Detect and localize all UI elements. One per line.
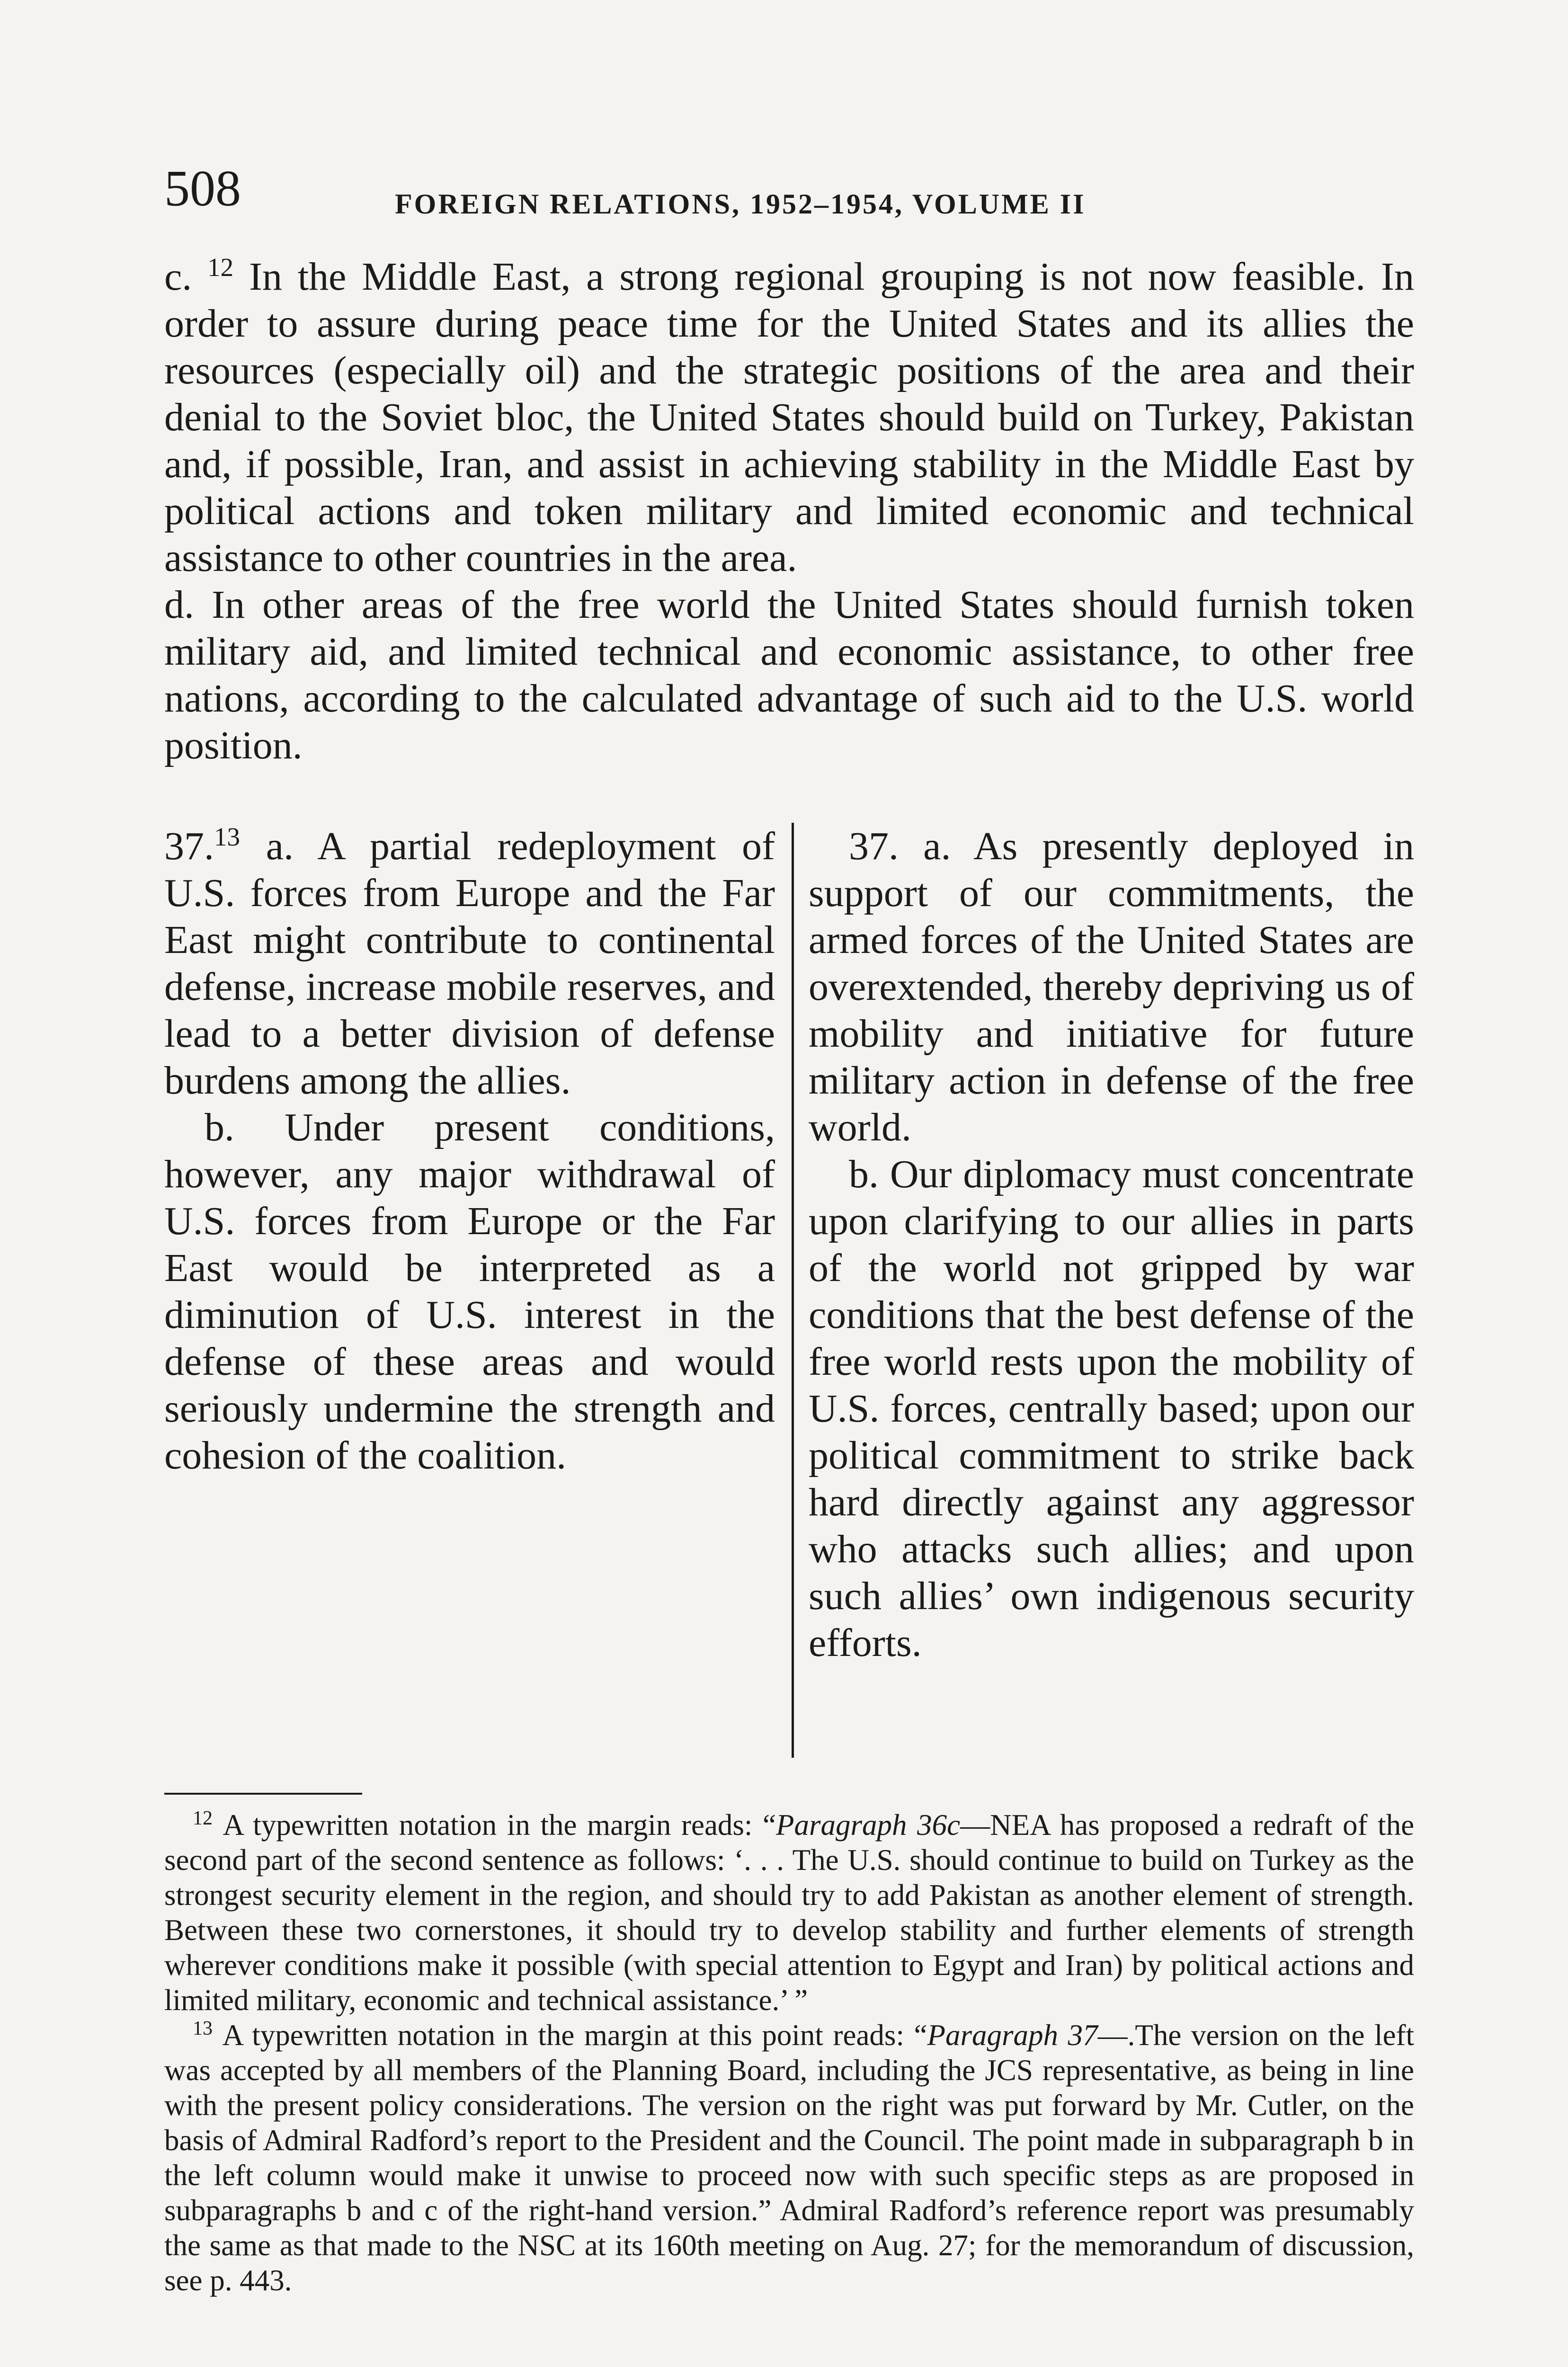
- footnote-12: [164, 1807, 1414, 2018]
- footnote-intro: A typewritten notation in the margin reads: “: [223, 1808, 776, 1842]
- paragraph-d: d. In other areas of the free world the United States should furnish token military aid, and limited technical and economic assistance, to other free nations, according to the calculated advantage of such aid to the U.S. world position.: [164, 583, 1414, 767]
- footnote-italic: Paragraph 37: [927, 2019, 1098, 2052]
- running-title: FOREIGN RELATIONS, 1952–1954, VOLUME II: [395, 188, 1086, 220]
- two-column-comparison: [164, 823, 1414, 1760]
- footnote-number: 12: [193, 1807, 213, 1829]
- paragraph-label: c.: [164, 255, 192, 299]
- right-column: [809, 823, 1414, 1666]
- footnote-ref-13: 13: [214, 822, 240, 851]
- paragraph-c: [164, 253, 1414, 581]
- footnote-13: [164, 2018, 1414, 2298]
- footnote-ref-12: 12: [207, 253, 234, 282]
- footnotes: [164, 1807, 1414, 2298]
- footnote-text: —NEA has proposed a redraft of the second part of the second sentence as follows: ‘. . . The U.S. should continue to build on Turkey as the strongest security element in the region, and should try to add Pakistan as another element of strength. Between these two cornerstones, it should try to develop stability and further elements of strength wherever conditions make it possible (with special attention to Egypt and Iran) by political actions and limited military, economic and technical assistance.’ ”: [164, 1808, 1415, 2017]
- left-paragraph-a: [164, 823, 775, 1104]
- paragraph-text: a. A partial redeployment of U.S. forces from Europe and the Far East might contribute to continental defense, increase mobile reserves, and lead to a better division of defense burdens among the allies.: [164, 824, 775, 1103]
- footnote-number: 13: [193, 2018, 213, 2039]
- paragraph-label: 37.: [164, 824, 214, 868]
- lead-section: [164, 253, 1414, 769]
- footnote-separator: [164, 1793, 362, 1795]
- page-number: 508: [164, 160, 241, 217]
- page-header: [164, 160, 1414, 225]
- footnote-intro: A typewritten notation in the margin at this point reads: “: [222, 2019, 927, 2052]
- right-paragraph-a: 37. a. As presently deployed in support of our commitments, the armed forces of the United States are overextended, thereby depriving us of mobility and initiative for future military action in defense of the free world.: [809, 824, 1414, 1149]
- paragraph-text: In the Middle East, a strong regional grouping is not now feasible. In order to assure during peace time for the United States and its allies the resources (especially oil) and the strategic positions of the area and their denial to the Soviet bloc, the United States should build on Turkey, Pakistan and, if possible, Iran, and assist in achieving stability in the Middle East by political actions and token military and limited economic and technical assistance to other countries in the area.: [164, 255, 1415, 580]
- footnote-text: —.The version on the left was accepted by all members of the Planning Board, including the JCS representative, as being in line with the present policy considerations. The version on the right was put forward by Mr. Cutler, on the basis of Admiral Radford’s report to the President and the Council. The point made in subparagraph b in the left column would make it unwise to proceed now with such specific steps as are proposed in subparagraphs b and c of the right-hand version.” Admiral Radford’s reference report was presumably the same as that made to the NSC at its 160th meeting on Aug. 27; for the memorandum of discussion, see p. 443.: [164, 2019, 1415, 2297]
- left-paragraph-b: b. Under present conditions, however, any major withdrawal of U.S. forces from Europe or the Far East would be interpreted as a diminution of U.S. interest in the defense of these areas and would seriously undermine the strength and cohesion of the coalition.: [164, 1105, 775, 1477]
- footnote-italic: Paragraph 36c: [776, 1808, 961, 1842]
- right-paragraph-b: b. Our diplomacy must concentrate upon clarifying to our allies in parts of the world not gripped by war conditions that the best defense of the free world rests upon the mobility of U.S. forces, centrally based; upon our political commitment to strike back hard directly against any aggressor who attacks such allies; and upon such allies’ own indigenous security efforts.: [809, 1152, 1414, 1665]
- left-column: [164, 823, 775, 1479]
- column-divider: [792, 823, 794, 1758]
